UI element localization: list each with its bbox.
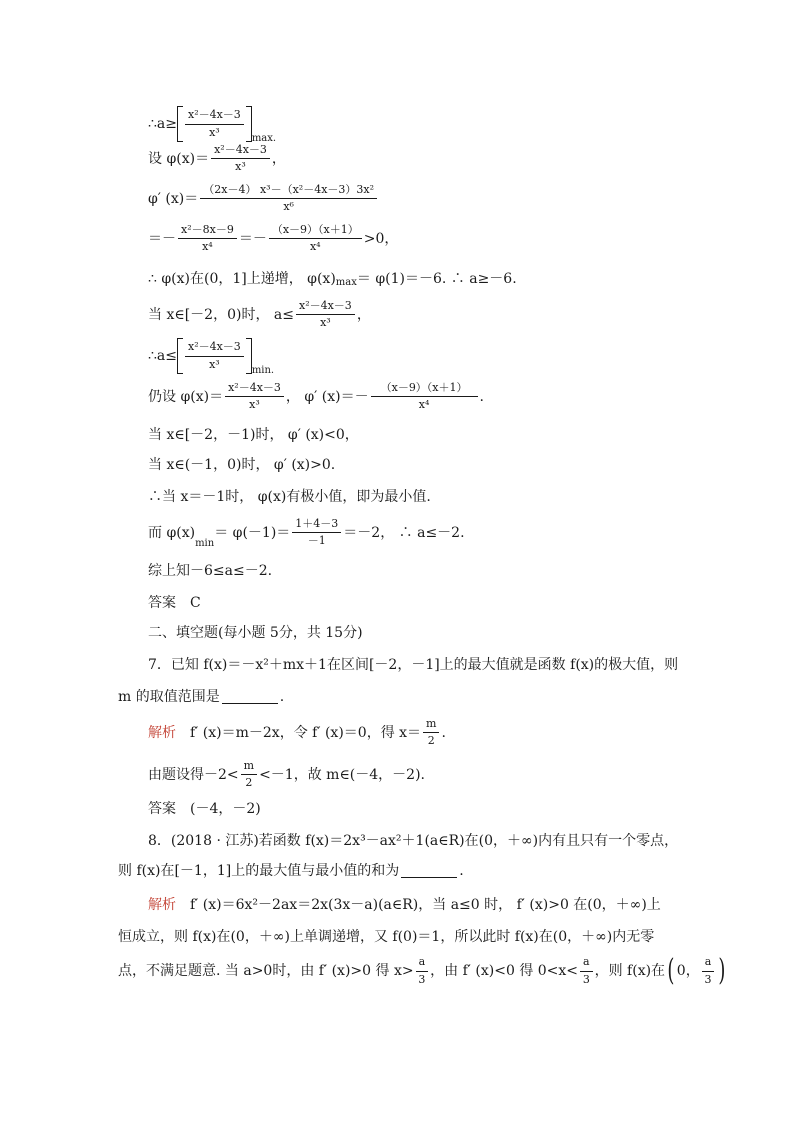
- line-define-phi: [148, 144, 286, 173]
- analysis-7-cont: [148, 760, 425, 789]
- line-interval-2: [148, 458, 335, 472]
- analysis-8-cont2: [118, 953, 728, 988]
- text: 恒成立，则 f(x)在(0，＋∞)上单调递增，又 f(0)＝1，所以此时 f(x)在(0，＋∞)内无零: [118, 929, 655, 945]
- text: 答案 C: [148, 595, 201, 611]
- text: ， φ′ (x)＝－: [285, 388, 369, 405]
- text: >0，: [363, 230, 399, 247]
- subscript: min: [195, 538, 215, 550]
- fraction: $\frac{a}{3}$: [580, 956, 593, 985]
- fraction: $\frac{m}{2}$: [423, 718, 439, 747]
- text: .: [279, 689, 285, 705]
- text: 7．已知 f(x)＝－x²＋mx＋1在区间[－2，－1]上的最大值就是函数 f(x)的极大值，则: [148, 657, 679, 673]
- text: 二、填空题(每小题 5分，共 15分): [148, 625, 363, 641]
- subscript: max: [335, 277, 357, 288]
- fraction: $\frac{a}{3}$: [416, 956, 429, 985]
- text: 仍设 φ(x)＝: [148, 388, 224, 405]
- text: ＝－: [148, 230, 176, 247]
- fraction: $\frac{\text{x²－8x－9}}{\text{x⁴}}$: [178, 224, 237, 253]
- text: <－1，故 m∈(－4，－2).: [259, 766, 425, 783]
- fraction: $\frac{m}{2}$: [241, 760, 257, 789]
- text: .: [459, 863, 464, 879]
- text: f′ (x)＝m－2x，令 f′ (x)＝0，得 x＝: [176, 724, 422, 741]
- line-min-value: [148, 517, 465, 550]
- text: .: [479, 388, 484, 405]
- text: ∴ φ(x)在(0，1]上递增， φ(x): [148, 271, 336, 287]
- text: f′ (x)＝6x²－2ax＝2x(3x－a)(a∈R)，当 a≤0 时， f′ (x)>0 在(0，＋∞)上: [176, 897, 661, 913]
- fraction: $\frac{\text{x²－4x－3}}{\text{x³}}$: [296, 300, 355, 329]
- text: ∴a≥: [148, 116, 177, 132]
- keyword-label: 解析: [148, 724, 176, 741]
- paren: ): [718, 953, 726, 988]
- text: ，: [356, 306, 371, 323]
- fraction: $\frac{\text{x²－4x－3}}{\text{x³}}$: [185, 109, 244, 138]
- text: m 的取值范围是: [118, 689, 220, 705]
- line-conclusion: [148, 564, 272, 578]
- text: .: [441, 724, 446, 741]
- text: 当 x∈(－1，0)时， φ′ (x)>0.: [148, 457, 336, 473]
- question-8-cont: [118, 864, 464, 878]
- text: ∴当 x＝－1时， φ(x)有极小值，即为最小值.: [148, 489, 431, 505]
- text: ，由 f′ (x)<0 得 0<x<: [430, 963, 579, 979]
- text: 而 φ(x): [148, 524, 196, 541]
- fraction: $\frac{(x-9)(x+1)}{\text{x⁴}}$: [371, 382, 478, 411]
- paren: (: [667, 953, 675, 988]
- bracket-expression: [177, 338, 252, 374]
- answer-blank: [401, 865, 457, 878]
- fraction: $\frac{\text{x²－4x－3}}{\text{x³}}$: [225, 382, 284, 411]
- text: ∴a≤: [148, 348, 177, 364]
- subscript: max.: [251, 133, 277, 144]
- line-increasing: [148, 272, 517, 286]
- line-derivative-simplified: [148, 224, 398, 253]
- fraction: $\frac{(x-9)(x+1)}{\text{x⁴}}$: [269, 224, 362, 253]
- text: 设 φ(x)＝: [148, 150, 210, 167]
- analysis-8: [148, 898, 661, 912]
- analysis-7: [148, 718, 446, 747]
- keyword-label: 解析: [148, 897, 176, 913]
- text: ，: [271, 150, 286, 167]
- fraction: $\frac{a}{3}$: [702, 956, 715, 985]
- text: 综上知－6≤a≤－2.: [148, 563, 273, 579]
- line-interval-1: [148, 428, 359, 442]
- fraction: $\frac{\text{x²－4x－3}}{\text{x³}}$: [211, 144, 270, 173]
- text: 点，不满足题意. 当 a>0时，由 f′ (x)>0 得 x>: [118, 963, 414, 979]
- text: 答案 (－4，－2): [148, 801, 261, 817]
- bracket-expression: [177, 106, 252, 142]
- text: ＝ φ(－1)＝: [214, 524, 291, 541]
- question-7-cont: [118, 690, 284, 704]
- line-reuse-phi: [148, 382, 484, 411]
- analysis-8-cont1: [118, 930, 654, 944]
- fraction: $\frac{1+4-3}{-1}$: [292, 518, 341, 547]
- answer-blank: [222, 691, 278, 704]
- line-max-condition: [148, 106, 276, 142]
- text: 0，: [676, 963, 700, 979]
- text: 8．(2018 · 江苏)若函数 f(x)＝2x³－ax²＋1(a∈R)在(0，＋∞)内有且只有一个零点，: [148, 833, 679, 849]
- section-heading: [148, 626, 363, 640]
- text: 当 x∈[－2，－1)时， φ′ (x)<0，: [148, 427, 359, 443]
- fraction: $\frac{\text{（2x－4） x³－（x²－4x－3）3x²}}{\text{x⁶}}$: [200, 184, 377, 213]
- text: 由题设得－2<: [148, 766, 239, 783]
- text: φ′ (x)＝: [148, 190, 199, 207]
- fraction: $\frac{\text{x²－4x－3}}{\text{x³}}$: [185, 341, 244, 370]
- question-7: [148, 658, 678, 672]
- text: 当 x∈[－2，0)时， a≤: [148, 306, 294, 323]
- line-minimum: [148, 490, 431, 504]
- line-min-condition: [148, 338, 274, 374]
- text: ，则 f(x)在: [594, 963, 666, 979]
- line-answer-6: [148, 596, 201, 610]
- text: 则 f(x)在[－1，1]上的最大值与最小值的和为: [118, 863, 400, 879]
- line-case-negative: [148, 300, 371, 329]
- subscript: min.: [251, 365, 275, 376]
- answer-7: [148, 802, 261, 816]
- text: ＝ φ(1)＝－6. ∴ a≥－6.: [356, 271, 517, 287]
- text: ＝－2， ∴ a≤－2.: [343, 524, 465, 541]
- question-8: [148, 834, 678, 848]
- line-derivative: [148, 184, 379, 213]
- text: ＝－: [238, 230, 267, 247]
